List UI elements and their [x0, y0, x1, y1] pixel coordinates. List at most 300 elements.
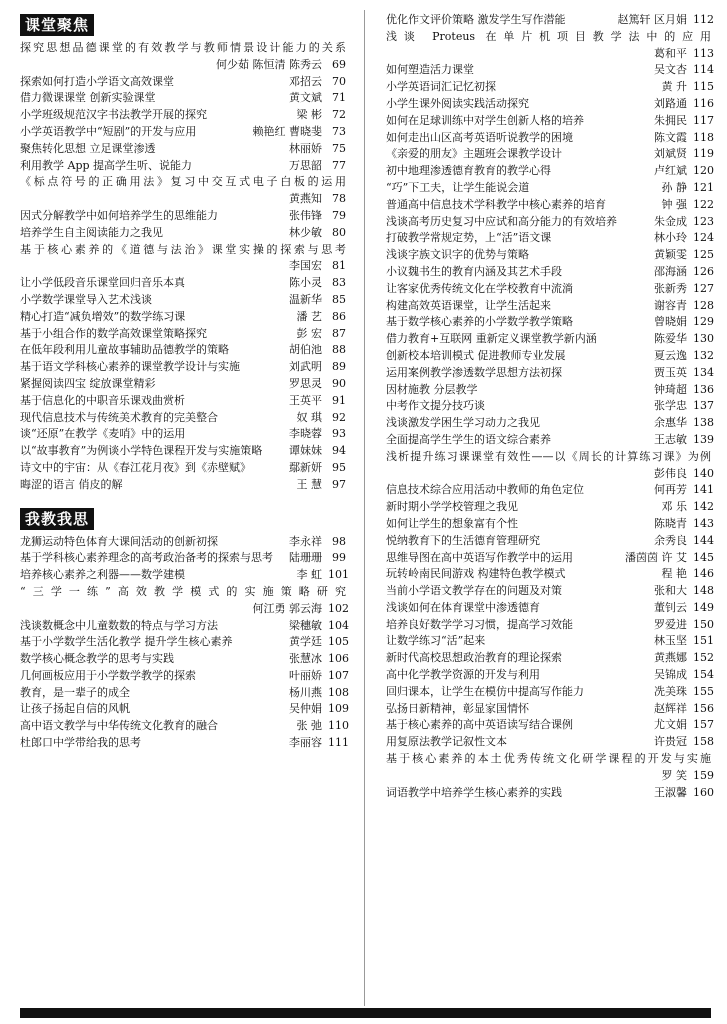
entry-page-number: 113 — [693, 46, 714, 60]
entry-title: 小学生课外阅读实践活动探究 — [386, 96, 529, 110]
entry-author: 李国宏 — [289, 259, 322, 273]
entry-title: 高中化学教学资源的开发与利用 — [386, 668, 540, 682]
entry-page-number: 81 — [332, 259, 346, 273]
entry-meta — [386, 466, 714, 483]
entry-page-number: 85 — [332, 292, 346, 306]
entry-meta — [20, 258, 346, 275]
entry-author: 梁穗敏 — [289, 618, 322, 632]
entry-author: 陈晓青 — [654, 516, 687, 530]
entry-author: 黄学廷 — [289, 635, 322, 649]
toc-entry[interactable] — [20, 668, 349, 685]
entry-title: 中考作文提分技巧谈 — [386, 399, 485, 413]
entry-author: 吴仲娟 — [289, 702, 322, 716]
entry-page-number: 80 — [332, 225, 346, 239]
entry-author: 何江勇 郭云海 — [252, 601, 322, 615]
entry-page-number: 144 — [693, 533, 714, 547]
entry-author: 曾晓娟 — [654, 315, 687, 329]
entry-author: 李丽容 — [289, 736, 322, 750]
entry-author: 谢容青 — [654, 298, 687, 312]
toc-entry[interactable] — [386, 751, 714, 785]
toc-entry[interactable] — [20, 634, 349, 651]
entry-title: 诗文中的宇宙：从《春江花月夜》到《赤壁赋》 — [20, 460, 251, 474]
entry-page-number: 116 — [693, 96, 714, 110]
entry-author: 何再芳 — [654, 483, 687, 497]
entry-page-number: 155 — [693, 684, 714, 698]
entry-author: 邓 乐 — [661, 500, 687, 514]
entry-author: 彭伟良 — [654, 466, 687, 480]
entry-author: 黄燕娜 — [654, 651, 687, 665]
entry-page-number: 110 — [328, 719, 349, 733]
entry-page-number: 141 — [693, 483, 714, 497]
entry-author: 罗思灵 — [289, 376, 322, 390]
toc-entry[interactable] — [386, 550, 714, 567]
entry-author: 胡伯池 — [289, 343, 322, 357]
entry-author: 赵篤轩 区月娟 — [617, 13, 687, 26]
toc-entry[interactable] — [386, 79, 714, 96]
section-header-ketang-jujiao: 课堂聚焦 — [20, 14, 94, 36]
entry-title: 晦涩的语言 俏皮的解 — [20, 477, 123, 491]
entry-page-number: 118 — [693, 130, 714, 144]
entry-author: 邵海涵 — [654, 264, 687, 278]
entry-author: 陈爱华 — [654, 332, 687, 346]
entry-author: 王淑馨 — [654, 785, 687, 799]
entry-page-number: 94 — [332, 444, 346, 458]
toc-entry[interactable] — [386, 264, 714, 281]
toc-entry[interactable] — [20, 376, 346, 393]
toc-entry[interactable] — [20, 225, 346, 242]
toc-entry[interactable] — [386, 96, 714, 113]
toc-entry[interactable] — [386, 113, 714, 130]
entry-author: 陈小灵 — [289, 276, 322, 290]
entry-title: 借力微课课堂 创新实验课堂 — [20, 91, 156, 105]
entry-author: 林玉坚 — [654, 634, 687, 648]
entry-page-number: 128 — [693, 298, 714, 312]
entry-page-number: 95 — [332, 460, 346, 474]
entry-author: 刘斌贤 — [654, 147, 687, 161]
toc-entry[interactable] — [386, 180, 714, 197]
entry-title: 思维导图在高中英语写作教学中的运用 — [386, 550, 573, 564]
entry-author: 王英平 — [289, 393, 322, 407]
entry-author: 罗爱进 — [654, 617, 687, 631]
entry-page-number: 139 — [693, 432, 714, 446]
entry-title: 紧握阅读四宝 绽放课堂精彩 — [20, 376, 156, 390]
entry-author: 潘 艺 — [296, 309, 322, 323]
entry-author: 彭 宏 — [296, 326, 322, 340]
entry-title: 精心打造“减负增效”的数学练习课 — [20, 309, 186, 323]
toc-entry[interactable] — [386, 449, 714, 483]
entry-page-number: 140 — [693, 466, 714, 480]
toc-entry[interactable] — [386, 197, 714, 214]
toc-entry[interactable] — [20, 735, 349, 752]
entry-title: 小学英语教学中“短剧”的开发与应用 — [20, 124, 197, 138]
toc-entry[interactable] — [386, 432, 714, 449]
toc-entry[interactable] — [386, 617, 714, 634]
entry-title: 新时代高校思想政治教育的理论探索 — [386, 651, 562, 665]
toc-entry[interactable] — [20, 275, 346, 292]
toc-entry[interactable] — [20, 426, 346, 443]
entry-page-number: 112 — [693, 13, 714, 26]
entry-author: 梁 彬 — [296, 108, 322, 122]
entry-title: 词语教学中培养学生核心素养的实践 — [386, 785, 562, 799]
toc-entry[interactable] — [20, 701, 349, 718]
section-list-2 — [20, 534, 349, 752]
entry-meta — [386, 46, 714, 63]
toc-entry[interactable] — [386, 717, 714, 734]
entry-title: 谈“还原”在教学《麦哨》中的运用 — [20, 427, 186, 441]
toc-entry[interactable] — [386, 566, 714, 583]
toc-entry[interactable] — [386, 533, 714, 550]
entry-author: 董钊云 — [654, 600, 687, 614]
entry-title: 杜郎口中学带给我的思考 — [20, 736, 141, 750]
entry-author: 黄文斌 — [289, 91, 322, 105]
entry-author: 冼美珠 — [654, 684, 687, 698]
toc-entry[interactable] — [386, 650, 714, 667]
entry-title: 弘扬日新精神，彰显家国情怀 — [386, 701, 529, 715]
entry-title: 借力教育+互联网 重新定义课堂教学新内涵 — [386, 332, 597, 346]
toc-entry[interactable] — [20, 292, 346, 309]
section-header-wojiao-wosi: 我教我思 — [20, 508, 94, 530]
entry-title: 《亲爱的朋友》主题班会课教学设计 — [386, 147, 562, 161]
toc-entry[interactable] — [386, 12, 714, 29]
toc-entry[interactable] — [386, 348, 714, 365]
toc-entry[interactable] — [386, 499, 714, 516]
entry-title: 培养核心素养之利器——数学建模 — [20, 568, 185, 582]
toc-entry[interactable] — [386, 331, 714, 348]
toc-entry[interactable] — [386, 633, 714, 650]
entry-title: 创新校本培训模式 促进教师专业发展 — [386, 348, 566, 362]
entry-page-number: 125 — [693, 248, 714, 262]
entry-title: 龙狮运动特色体育大课间活动的创新初探 — [20, 534, 218, 548]
toc-entry[interactable] — [20, 618, 349, 635]
toc-entry[interactable] — [386, 667, 714, 684]
entry-title: 如何塑造活力课堂 — [386, 63, 474, 77]
entry-author: 吴文杏 — [654, 63, 687, 77]
entry-page-number: 142 — [693, 500, 714, 514]
toc-entry[interactable] — [386, 600, 714, 617]
entry-author: 王 慧 — [296, 477, 322, 491]
entry-page-number: 72 — [332, 108, 346, 122]
toc-entry[interactable] — [386, 365, 714, 382]
entry-title: 浅谈 Proteus 在单片机项目教学法中的应用 — [386, 29, 711, 43]
entry-title: 因式分解教学中如何培养学生的思维能力 — [20, 208, 218, 222]
entry-title: 培养学生自主阅读能力之我见 — [20, 225, 163, 239]
entry-author: 李 虹 — [296, 568, 322, 582]
toc-entry[interactable] — [20, 90, 346, 107]
entry-author: 刘路通 — [654, 96, 687, 110]
entry-page-number: 93 — [332, 427, 346, 441]
entry-title: 浅谈高考历史复习中应试和高分能力的有效培养 — [386, 214, 617, 228]
entry-page-number: 111 — [328, 736, 349, 750]
entry-page-number: 154 — [693, 668, 714, 682]
toc-entry[interactable] — [20, 342, 346, 359]
toc-entry[interactable] — [20, 534, 346, 551]
entry-author: 林少敏 — [289, 225, 322, 239]
entry-author: 温新华 — [289, 292, 322, 306]
entry-title: 基于小组合作的数学高效课堂策略探究 — [20, 326, 207, 340]
entry-title: 浅析提升练习课课堂有效性——以《周长的计算练习课》为例 — [386, 449, 711, 463]
toc-entry[interactable] — [386, 281, 714, 298]
entry-author: 陈文霞 — [654, 130, 687, 144]
toc-entry[interactable] — [386, 382, 714, 399]
entry-page-number: 114 — [693, 63, 714, 77]
entry-author: 张和大 — [654, 584, 687, 598]
entry-page-number: 124 — [693, 231, 714, 245]
toc-entry[interactable] — [20, 718, 349, 735]
entry-page-number: 92 — [332, 410, 346, 424]
entry-author: 李永祥 — [289, 534, 322, 548]
toc-entry[interactable] — [20, 174, 346, 208]
entry-title: 基于核心素养的本土优秀传统文化研学课程的开发与实施 — [386, 752, 711, 766]
toc-entry[interactable] — [386, 314, 714, 331]
entry-author: 赵辉祥 — [654, 701, 687, 715]
entry-page-number: 137 — [693, 399, 714, 413]
entry-meta — [20, 601, 349, 618]
entry-author: 刘武明 — [289, 360, 322, 374]
section-list-right — [386, 12, 714, 801]
toc-entry[interactable] — [20, 443, 346, 460]
entry-author: 鄢新妍 — [289, 460, 322, 474]
entry-author: 黄颖雯 — [654, 248, 687, 262]
entry-title: 让数学练习“活”起来 — [386, 634, 486, 648]
entry-page-number: 123 — [693, 214, 714, 228]
toc-entry[interactable] — [20, 651, 349, 668]
entry-title: 高中语文教学与中华传统文化教育的融合 — [20, 719, 218, 733]
entry-title: 《标点符号的正确用法》复习中交互式电子白板的运用 — [20, 175, 346, 189]
entry-page-number: 70 — [332, 74, 346, 88]
entry-page-number: 102 — [328, 601, 349, 615]
entry-author: 张学忠 — [654, 399, 687, 413]
entry-page-number: 108 — [328, 685, 349, 699]
toc-entry[interactable] — [386, 298, 714, 315]
entry-page-number: 127 — [693, 281, 714, 295]
entry-title: 让客家优秀传统文化在学校教育中流淌 — [386, 281, 573, 295]
toc-entry[interactable] — [20, 141, 346, 158]
entry-page-number: 97 — [332, 477, 346, 491]
entry-page-number: 138 — [693, 416, 714, 430]
entry-author: 夏云逸 — [654, 348, 687, 362]
entry-page-number: 106 — [328, 652, 349, 666]
entry-title: 因材施教 分层教学 — [386, 382, 478, 396]
toc-right-column — [386, 12, 714, 801]
toc-entry[interactable] — [386, 214, 714, 231]
entry-author: 吴锦成 — [654, 668, 687, 682]
entry-meta — [386, 768, 714, 785]
toc-entry[interactable] — [386, 29, 714, 63]
entry-author: 奴 琪 — [296, 410, 322, 424]
entry-page-number: 98 — [332, 534, 346, 548]
entry-title: 新时期小学学校管理之我见 — [386, 500, 518, 514]
entry-title: 基于信息化的中职音乐课戏曲赏析 — [20, 393, 185, 407]
entry-title: 小学班级规范汉字书法教学开展的探究 — [20, 108, 207, 122]
entry-title: 教育，是一辈子的成全 — [20, 685, 130, 699]
toc-entry[interactable] — [386, 583, 714, 600]
entry-title: 如何让学生的想象富有个性 — [386, 516, 518, 530]
entry-page-number: 132 — [693, 348, 714, 362]
entry-page-number: 107 — [328, 668, 349, 682]
entry-title: 浅谈激发学困生学习动力之我见 — [386, 416, 540, 430]
entry-author: 朱拥民 — [654, 113, 687, 127]
toc-entry[interactable] — [386, 130, 714, 147]
entry-title: 构建高效英语课堂，让学生活起来 — [386, 298, 551, 312]
entry-title: 初中地理渗透德育教育的教学心得 — [386, 164, 551, 178]
entry-page-number: 105 — [328, 635, 349, 649]
entry-page-number: 136 — [693, 382, 714, 396]
entry-author: 王志敏 — [654, 432, 687, 446]
entry-title: 基于核心素养的高中英语读写结合课例 — [386, 718, 573, 732]
entry-title: 基于学科核心素养理念的高考政治备考的探索与思考 — [20, 551, 273, 565]
toc-entry[interactable] — [386, 230, 714, 247]
entry-author: 潘茵茵 许 艾 — [625, 550, 687, 564]
entry-title: 聚焦转化思想 立足课堂渗透 — [20, 141, 156, 155]
toc-entry[interactable] — [386, 785, 714, 802]
toc-entry[interactable] — [386, 415, 714, 432]
entry-author: 林小玲 — [654, 231, 687, 245]
toc-entry[interactable] — [20, 584, 349, 618]
toc-entry[interactable] — [20, 685, 349, 702]
entry-page-number: 109 — [328, 702, 349, 716]
toc-entry[interactable] — [20, 550, 346, 567]
entry-title: 在低年段利用儿童故事辅助品德教学的策略 — [20, 343, 229, 357]
entry-title: 当前小学语文教学存在的问题及对策 — [386, 584, 562, 598]
toc-entry[interactable] — [20, 393, 346, 410]
entry-title: 让小学低段音乐课堂回归音乐本真 — [20, 276, 185, 290]
entry-title: “巧”下工夫，让学生能说会道 — [386, 180, 530, 194]
toc-entry[interactable] — [20, 410, 346, 427]
entry-page-number: 122 — [693, 197, 714, 211]
entry-page-number: 145 — [693, 550, 714, 564]
toc-entry[interactable] — [20, 242, 346, 276]
entry-page-number: 91 — [332, 393, 346, 407]
entry-author: 叶丽娇 — [289, 668, 322, 682]
entry-author: 钟 强 — [661, 197, 687, 211]
entry-page-number: 119 — [693, 147, 714, 161]
entry-author: 钟琦超 — [654, 382, 687, 396]
entry-page-number: 75 — [332, 141, 346, 155]
toc-entry[interactable] — [386, 146, 714, 163]
entry-title: 信息技术综合应用活动中教师的角色定位 — [386, 483, 584, 497]
column-divider — [364, 10, 365, 1006]
entry-page-number: 86 — [332, 309, 346, 323]
entry-title: 利用教学 App 提高学生听、说能力 — [20, 158, 193, 172]
entry-title: 如何在足球训练中对学生创新人格的培养 — [386, 113, 584, 127]
toc-entry[interactable] — [20, 460, 346, 477]
entry-page-number: 150 — [693, 617, 714, 631]
toc-entry[interactable] — [20, 359, 346, 376]
entry-page-number: 156 — [693, 701, 714, 715]
entry-author: 孙 静 — [661, 180, 687, 194]
entry-page-number: 151 — [693, 634, 714, 648]
entry-author: 卢红斌 — [654, 164, 687, 178]
entry-title: 优化作文评价策略 激发学生写作潜能 — [386, 13, 566, 26]
entry-title: 浅谈数概念中儿童数数的特点与学习方法 — [20, 618, 218, 632]
entry-title: 基于小学数学生活化教学 提升学生核心素养 — [20, 635, 233, 649]
toc-entry[interactable] — [386, 247, 714, 264]
toc-entry[interactable] — [20, 107, 346, 124]
toc-entry[interactable] — [20, 40, 346, 74]
entry-page-number: 77 — [332, 158, 346, 172]
entry-page-number: 134 — [693, 365, 714, 379]
toc-entry[interactable] — [386, 516, 714, 533]
entry-page-number: 160 — [693, 785, 714, 799]
entry-title: 基于核心素养的《道德与法治》课堂实操的探索与思考 — [20, 242, 346, 256]
entry-page-number: 159 — [693, 768, 714, 782]
entry-title: 基于语文学科核心素养的课堂教学设计与实施 — [20, 360, 240, 374]
toc-entry[interactable] — [20, 158, 346, 175]
entry-page-number: 88 — [332, 343, 346, 357]
entry-author: 张新秀 — [654, 281, 687, 295]
entry-title: 基于数学核心素养的小学数学教学策略 — [386, 315, 573, 329]
toc-entry[interactable] — [20, 326, 346, 343]
entry-author: 林丽娇 — [289, 141, 322, 155]
entry-title: 数学核心概念教学的思考与实践 — [20, 652, 174, 666]
toc-entry[interactable] — [386, 684, 714, 701]
entry-page-number: 104 — [328, 618, 349, 632]
entry-meta — [20, 191, 346, 208]
entry-title: 如何走出山区高考英语听说教学的困境 — [386, 130, 573, 144]
entry-page-number: 89 — [332, 360, 346, 374]
entry-title: 小学数学课堂导入艺术浅谈 — [20, 292, 152, 306]
toc-entry[interactable] — [386, 701, 714, 718]
entry-author: 黄 升 — [661, 80, 687, 94]
entry-page-number: 149 — [693, 600, 714, 614]
entry-author: 罗 笑 — [661, 768, 687, 782]
entry-author: 何少茹 陈恒清 陈秀云 — [216, 57, 322, 71]
entry-title: 悦纳教育下的生活德育管理研究 — [386, 533, 540, 547]
toc-entry[interactable] — [386, 482, 714, 499]
section-list-1 — [20, 40, 346, 494]
entry-title: 小学英语词汇记忆初探 — [386, 80, 496, 94]
entry-title: 让孩子扬起自信的风帆 — [20, 702, 130, 716]
entry-title: 全面提高学生学生的语文综合素养 — [386, 432, 551, 446]
entry-title: 普通高中信息技术学科教学中核心素养的培育 — [386, 197, 606, 211]
entry-author: 张伟锋 — [289, 208, 322, 222]
entry-title: 打破教学常规定势，上“活”语文课 — [386, 231, 552, 245]
toc-entry[interactable] — [386, 163, 714, 180]
entry-page-number: 78 — [332, 192, 346, 206]
toc-left-column — [20, 12, 349, 752]
entry-author: 许贵冠 — [654, 735, 687, 749]
toc-entry[interactable] — [20, 567, 349, 584]
entry-page-number: 87 — [332, 326, 346, 340]
entry-page-number: 143 — [693, 516, 714, 530]
toc-entry[interactable] — [386, 398, 714, 415]
toc-entry[interactable] — [20, 477, 346, 494]
toc-entry[interactable] — [20, 208, 346, 225]
toc-entry[interactable] — [20, 74, 346, 91]
entry-title: 以“故事教育”为例谈小学特色课程开发与实施策略 — [20, 444, 263, 458]
entry-author: 贾玉英 — [654, 365, 687, 379]
entry-author: 程 艳 — [661, 567, 687, 581]
entry-page-number: 71 — [332, 91, 346, 105]
entry-page-number: 101 — [328, 568, 349, 582]
entry-title: “三学一练”高效教学模式的实施策略研究 — [20, 584, 346, 598]
toc-entry[interactable] — [386, 62, 714, 79]
entry-page-number: 130 — [693, 332, 714, 346]
entry-page-number: 90 — [332, 376, 346, 390]
entry-author: 万思韶 — [289, 158, 322, 172]
entry-page-number: 83 — [332, 276, 346, 290]
entry-author: 陆珊珊 — [289, 551, 322, 565]
entry-title: 小议魏书生的教育内涵及其艺术手段 — [386, 264, 562, 278]
toc-entry[interactable] — [20, 309, 346, 326]
entry-title: 几何画板应用于小学数学教学的探索 — [20, 668, 196, 682]
footer-bar — [20, 1008, 711, 1018]
toc-entry[interactable] — [20, 124, 346, 141]
entry-author: 谭妹妹 — [289, 444, 322, 458]
toc-entry[interactable] — [386, 734, 714, 751]
entry-page-number: 69 — [332, 57, 346, 71]
entry-title: 培养良好数学学习习惯，提高学习效能 — [386, 617, 573, 631]
